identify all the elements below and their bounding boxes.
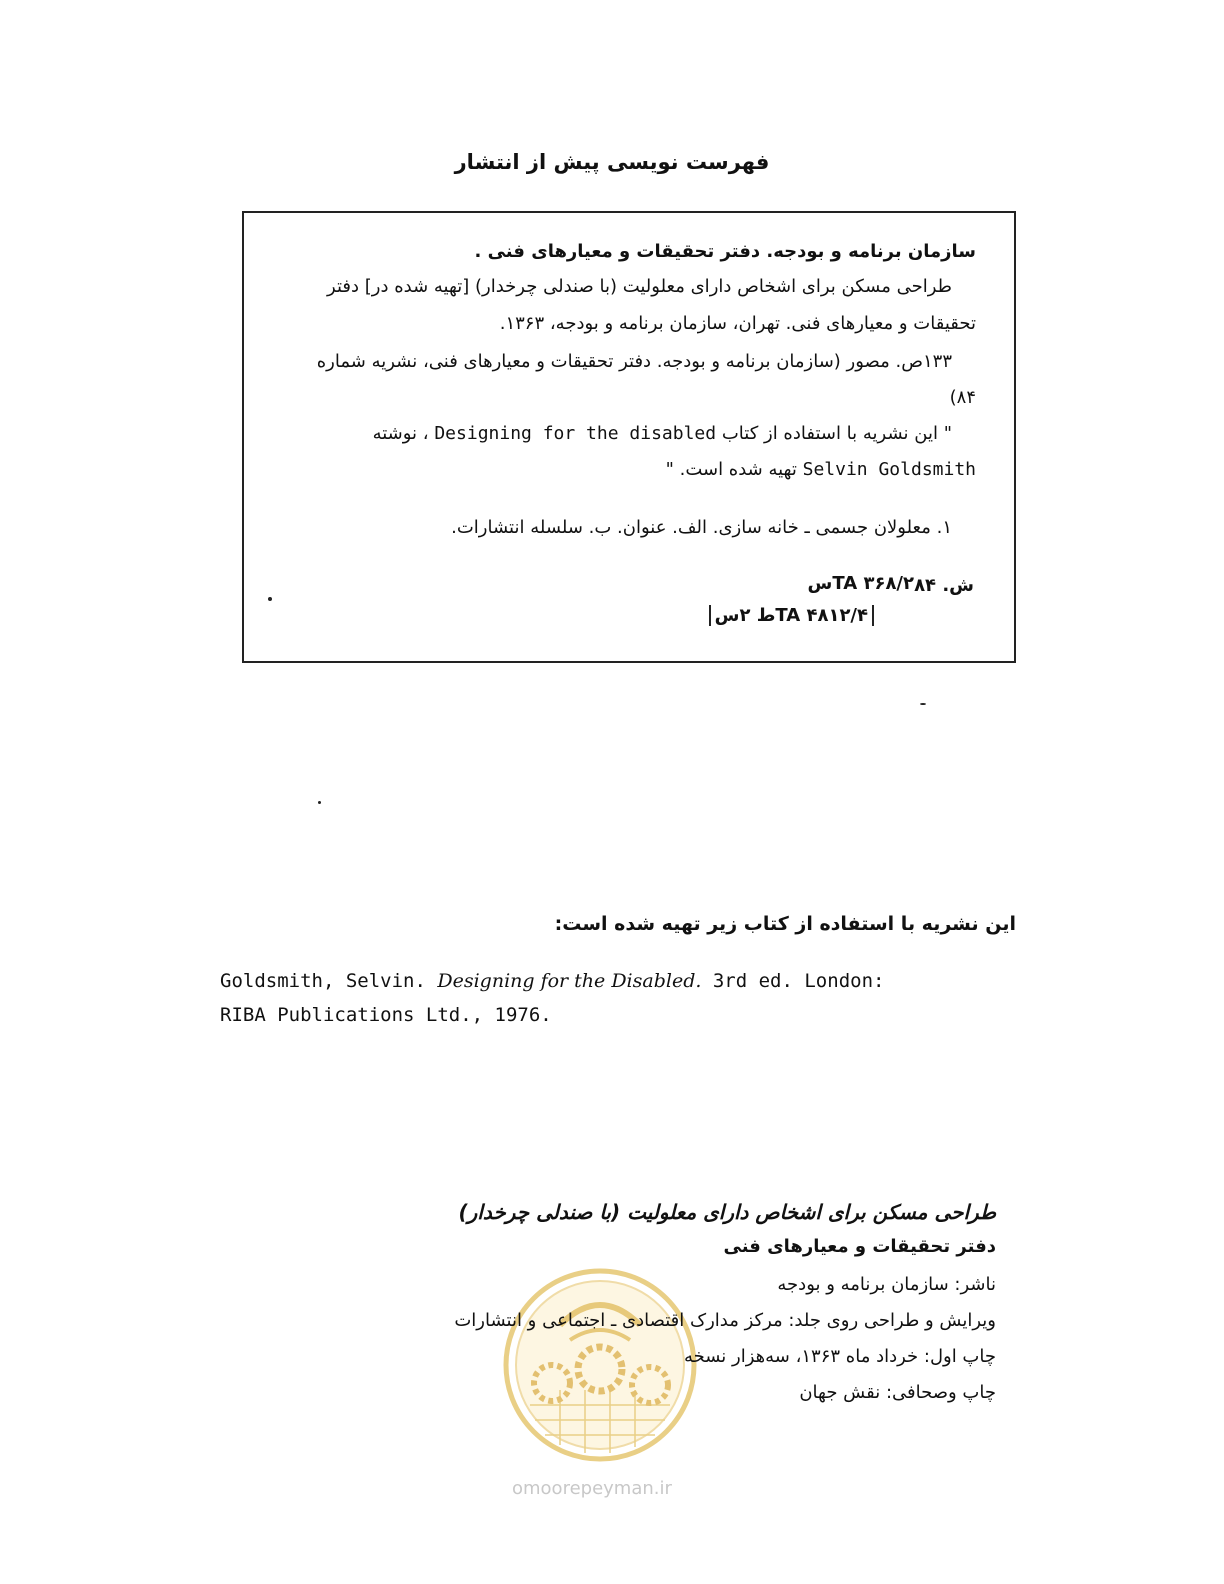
watermark-caption: omoorepeyman.ir (512, 1478, 672, 1499)
classification-prefix: ش. ۸۴ (914, 575, 974, 596)
cip-note-book: Designing for the disabled (434, 423, 717, 444)
cip-record-box (242, 211, 1016, 663)
cip-note-line-2 (666, 459, 976, 480)
cip-note-end: تهیه شده است. " (665, 459, 797, 480)
scan-speck (268, 597, 272, 601)
cip-extent-line: ۱۳۳ص. مصور (سازمان برنامه و بودجه. دفتر تحقیقات و معیارهای فنی، نشریه شماره (316, 351, 952, 372)
colophon-printing: چاپ وصحافی: نقش جهان (799, 1382, 996, 1403)
cip-note-line (373, 423, 952, 444)
colophon-title: طراحی مسکن برای اشخاص دارای معلولیت (با صندلی چرخدار) (458, 1200, 996, 1224)
scan-speck (920, 703, 926, 705)
cip-note-prefix: " این نشریه با استفاده از کتاب (721, 423, 952, 444)
watermark-stamp-icon (500, 1265, 700, 1465)
reference-edition: 3rd ed. London: (712, 970, 885, 992)
page-title: فهرست نویسی پیش از انتشار (454, 150, 770, 174)
source-heading: این نشریه با استفاده از کتاب زیر تهیه شده است: (554, 913, 1016, 935)
cip-author: سازمان برنامه و بودجه. دفتر تحقیقات و معیارهای فنی . (474, 241, 976, 262)
cip-publication-line: تحقیقات و معیارهای فنی. تهران، سازمان برنامه و بودجه، ۱۳۶۳. (499, 313, 976, 334)
source-reference (220, 964, 1020, 1032)
classification-number-2: TA ۴۸۱۲/۴ط ۲س (709, 605, 874, 626)
cip-note-author: Selvin Goldsmith (802, 459, 976, 480)
colophon-office: دفتر تحقیقات و معیارهای فنی (723, 1236, 996, 1257)
scan-speck (318, 801, 321, 804)
cip-series-number: ۸۴) (949, 387, 976, 408)
cip-note-middle: ، نوشته (372, 423, 429, 444)
colophon-edition: چاپ اول: خرداد ماه ۱۳۶۳، سه‌هزار نسخه (683, 1346, 996, 1367)
colophon-editing: ویرایش و طراحی روی جلد: مرکز مدارک اقتصادی ـ اجتماعی و انتشارات (454, 1310, 996, 1331)
classification-number-1: TA ۳۶۸/۲س (807, 573, 914, 594)
colophon-publisher: ناشر: سازمان برنامه و بودجه (777, 1274, 996, 1295)
reference-author: Goldsmith, Selvin. (220, 970, 426, 992)
cip-subjects: ۱. معلولان جسمی ـ خانه سازی. الف. عنوان. ب. سلسله انتشارات. (451, 517, 952, 538)
reference-publisher: RIBA Publications Ltd., 1976. (220, 1004, 552, 1026)
cip-title-line: طراحی مسکن برای اشخاص دارای معلولیت (با صندلی چرخدار) [تهیه شده در] دفتر (327, 276, 952, 297)
reference-title: Designing for the Disabled. (437, 970, 702, 992)
